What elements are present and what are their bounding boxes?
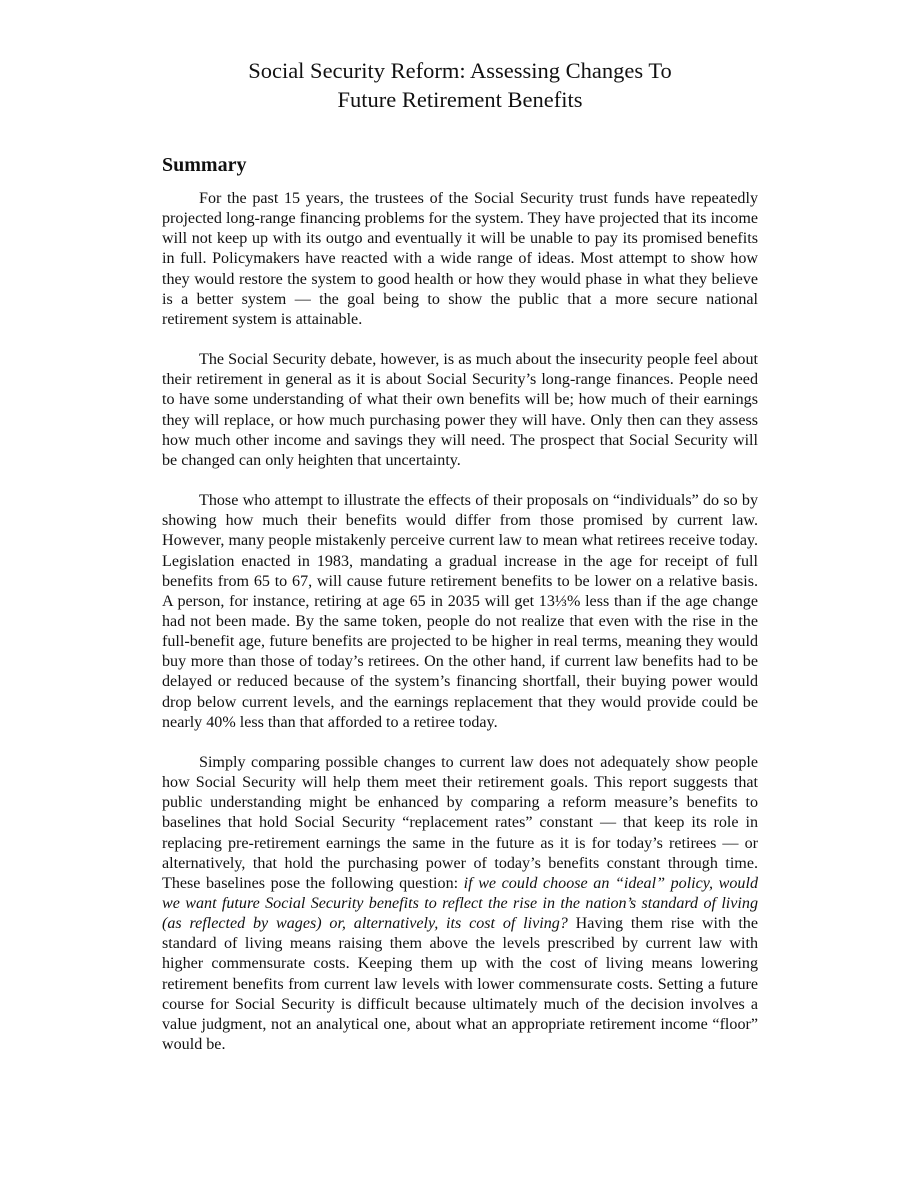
title-line-2: Future Retirement Benefits	[337, 87, 583, 112]
paragraph-2: The Social Security debate, however, is as much about the insecurity people feel about their retirement in general as it is about Social Security’s long-range finances. People need to have some understanding of what their own benefits will be; how much of their earnings they will replace, or how much purchasing power they will have. Only then can they assess how much other income and savings they will need. The prospect that Social Security will be changed can only heighten that uncertainty.	[162, 351, 758, 469]
paragraph-4	[162, 753, 758, 1055]
paragraph-4-italic-question: if we could choose an “ideal” policy, would we want future Social Security benefits to reflect the rise in the nation’s standard of living (as reflected by wages) or, alternatively, its cost of living?	[162, 874, 758, 933]
paragraph-1: For the past 15 years, the trustees of the Social Security trust funds have repeatedly projected long-range financing problems for the system. They have projected that its income will not keep up with its outgo and eventually it will be unable to pay its promised benefits in full. Policymakers have reacted with a wide range of ideas. Most attempt to show how they would restore the system to good health or how they would phase in what they believe is a better system — the goal being to show the public that a more secure national retirement system is attainable.	[162, 190, 758, 328]
document-page	[162, 56, 758, 1055]
title-line-1: Social Security Reform: Assessing Changes To	[248, 58, 672, 83]
document-title	[162, 56, 758, 114]
paragraph-4-text-before: Simply comparing possible changes to current law does not adequately show people how Social Security will help them meet their retirement goals. This report suggests that public understanding might be enhanced by comparing a reform measure’s benefits to baselines that hold Social Security “replacement rates” constant — that keep its role in replacing pre-retirement earnings the same in the future as it is for today’s retirees — or alternatively, that hold the purchasing power of today’s benefits constant through time. These baselines pose the following question:	[162, 753, 758, 892]
paragraph-3: Those who attempt to illustrate the effects of their proposals on “individuals” do so by showing how much their benefits would differ from those promised by current law. However, many people mistakenly perceive current law to mean what retirees receive today. Legislation enacted in 1983, mandating a gradual increase in the age for receipt of full benefits from 65 to 67, will cause future retirement benefits to be lower on a relative basis. A person, for instance, retiring at age 65 in 2035 will get 13⅓% less than if the age change had not been made. By the same token, people do not realize that even with the rise in the full-benefit age, future benefits are projected to be higher in real terms, meaning they would buy more than those of today’s retirees. On the other hand, if current law benefits had to be delayed or reduced because of the system’s financing shortfall, their buying power would drop below current levels, and the earnings replacement that they would provide could be nearly 40% less than that afforded to a retiree today.	[162, 492, 758, 731]
paragraph-4-text-after: Having them rise with the standard of living means raising them above the levels prescribed by current law with higher commensurate costs. Keeping them up with the cost of living means lowering retirement benefits from current law levels with lower commensurate costs. Setting a future course for Social Security is difficult because ultimately much of the decision involves a value judgment, not an analytical one, about what an appropriate retirement income “floor” would be.	[162, 915, 759, 1054]
section-heading-summary: Summary	[162, 154, 247, 176]
